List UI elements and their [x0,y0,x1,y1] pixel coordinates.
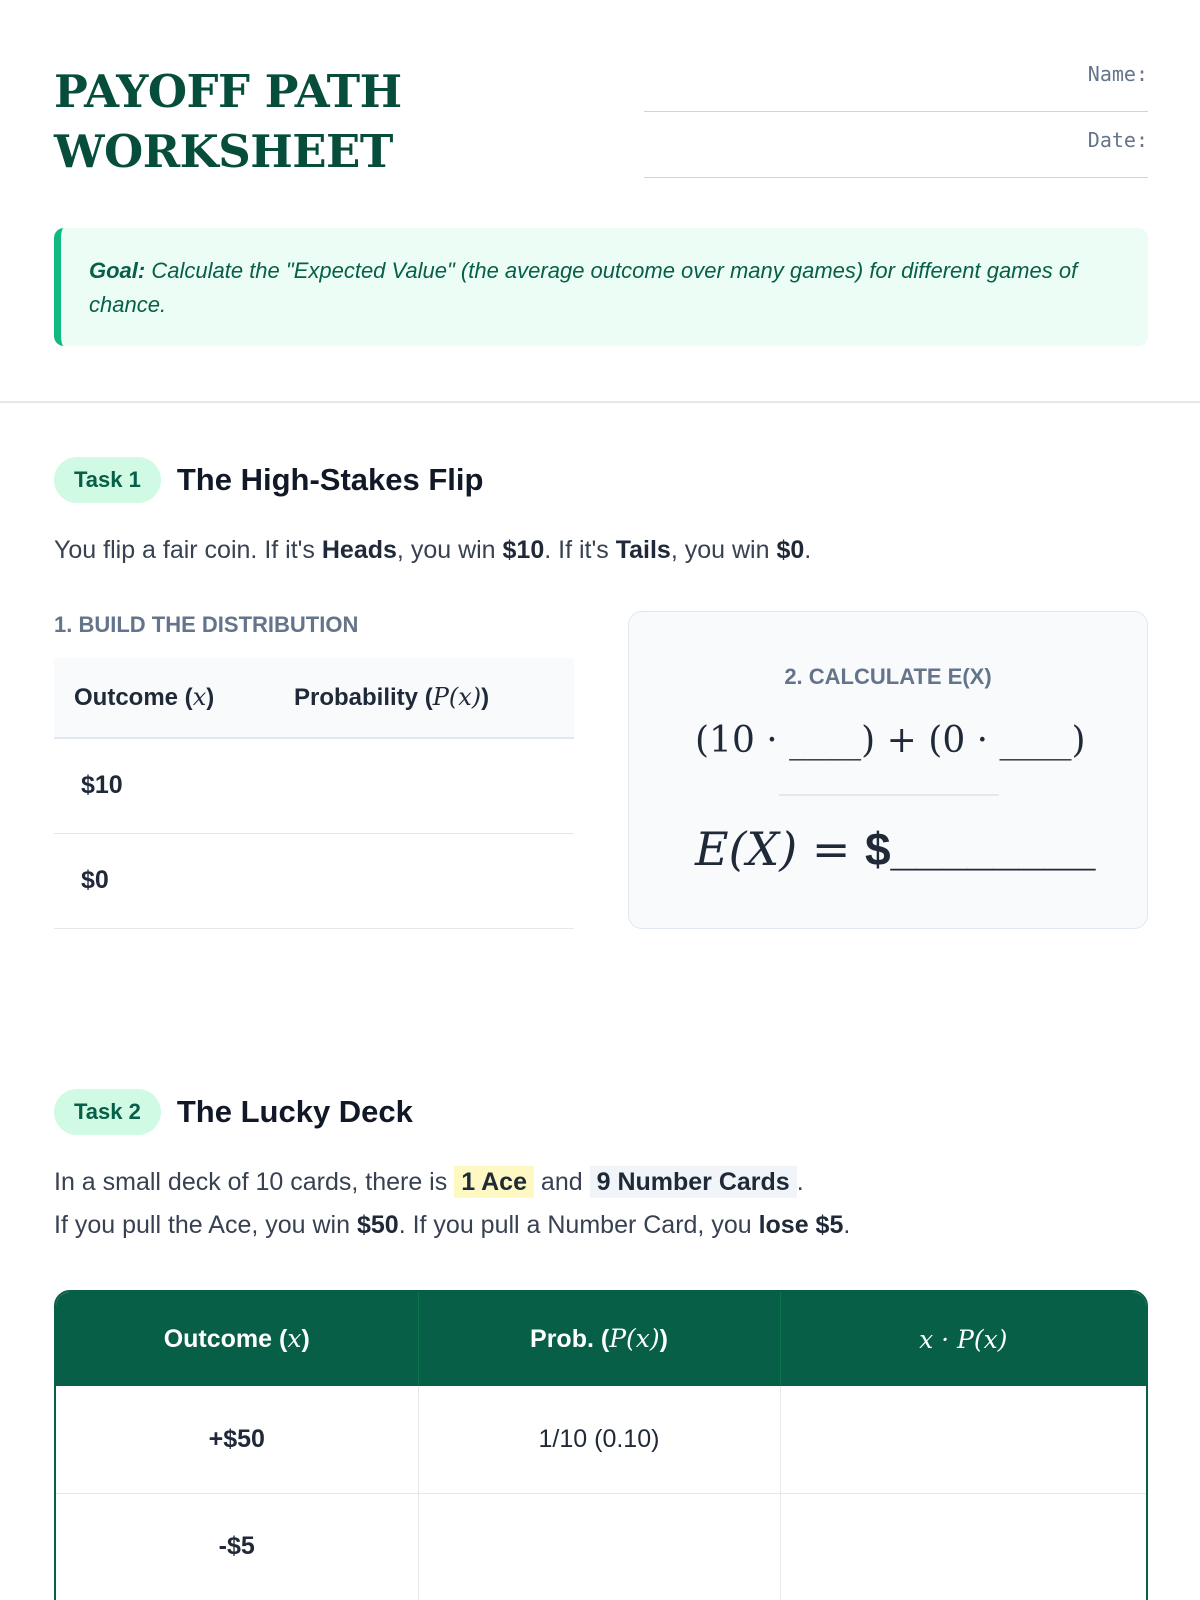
task1-description [54,536,811,565]
heads-text: Heads [321,536,397,564]
probability-header [418,1292,780,1386]
task2-description-line2 [54,1211,850,1240]
calculation-expression[interactable]: (10 · ____) + (0 · ____) [695,720,1086,761]
table-row [56,1493,1146,1600]
header-text: ) [659,1325,668,1353]
ace-highlight: 1 Ace [454,1166,534,1198]
math-var: x [192,683,207,711]
title-line-1: PAYOFF PATH [54,65,402,118]
lose-amount: lose $5 [758,1211,844,1239]
outcome-cell: $10 [54,738,274,833]
math-var: P(x) [432,683,482,711]
desc-text: and [533,1168,590,1196]
desc-text: . If it's [544,536,616,564]
goal-text: Calculate the "Expected Value" (the average outcome over many games) for different games of chance. [89,258,1078,317]
goal-label: Goal: [89,258,146,283]
calculate-box [628,611,1148,929]
table-row [54,833,574,928]
zero-amount: $0 [776,536,805,564]
section-divider [0,401,1200,403]
table-header-row [54,658,574,738]
outcome-header [54,658,274,738]
math-var: x [287,1324,302,1353]
name-label: Name: [1087,62,1148,86]
desc-text: You flip a fair coin. If it's [54,536,322,564]
header-text: ) [481,684,490,711]
date-field[interactable] [644,128,1148,178]
win-amount: $10 [502,536,545,564]
number-cards-highlight: 9 Number Cards [590,1166,797,1198]
desc-text: . [796,1168,804,1196]
outcome-cell: $0 [54,833,274,928]
task2-header [54,1089,413,1135]
probability-input-cell[interactable] [418,1493,780,1600]
task2-title: The Lucky Deck [176,1094,413,1129]
goal-callout [54,228,1148,346]
calc-separator [779,794,999,796]
product-input-cell[interactable] [780,1493,1146,1600]
desc-text: , you win [396,536,503,564]
task2-badge: Task 2 [54,1089,161,1135]
table-row [56,1386,1146,1493]
header-text: Prob. ( [530,1325,610,1353]
outcome-cell: +$50 [56,1386,418,1493]
date-label: Date: [1087,128,1148,152]
probability-cell: 1/10 (0.10) [418,1386,780,1493]
task2-description-line1 [54,1168,804,1197]
outcome-cell: -$5 [56,1493,418,1600]
probability-header [274,658,574,738]
outcome-header [56,1292,418,1386]
task1-title: The High-Stakes Flip [176,462,484,497]
header-text: Outcome ( [163,1325,288,1353]
header-text: Outcome ( [74,684,193,711]
table-header-row [56,1292,1146,1386]
desc-text: . [804,536,812,564]
desc-text: . If you pull a Number Card, you [398,1211,759,1239]
tails-text: Tails [615,536,671,564]
desc-text: In a small deck of 10 cards, there is [54,1168,455,1196]
distribution-table [54,658,574,929]
desc-text: If you pull the Ace, you win [54,1211,357,1239]
page-title [54,62,402,182]
desc-text: . [843,1211,851,1239]
deck-table [54,1290,1148,1600]
product-header: x · P(x) [780,1292,1146,1386]
ex-dollar: $ [865,823,891,875]
title-line-2: WORKSHEET [54,125,393,178]
task1-badge: Task 1 [54,457,161,503]
header-text: ) [206,684,215,711]
name-field[interactable] [644,62,1148,112]
expected-value-line[interactable] [695,822,1095,876]
header-text: Probability ( [294,684,433,711]
table-row [54,738,574,833]
probability-input-cell[interactable] [274,833,574,928]
product-input-cell[interactable] [780,1386,1146,1493]
distribution-label: 1. BUILD THE DISTRIBUTION [54,612,359,637]
win-amount: $50 [356,1211,399,1239]
calculate-label: 2. CALCULATE E(X) [784,664,992,689]
ex-answer-blank[interactable]: ________ [890,823,1096,875]
header-text: ) [301,1325,310,1353]
math-var: P(x) [609,1324,660,1353]
desc-text: , you win [670,536,777,564]
ex-prefix: E(X) = [695,822,866,876]
worksheet-header [54,62,1148,192]
task1-header [54,457,483,503]
probability-input-cell[interactable] [274,738,574,833]
